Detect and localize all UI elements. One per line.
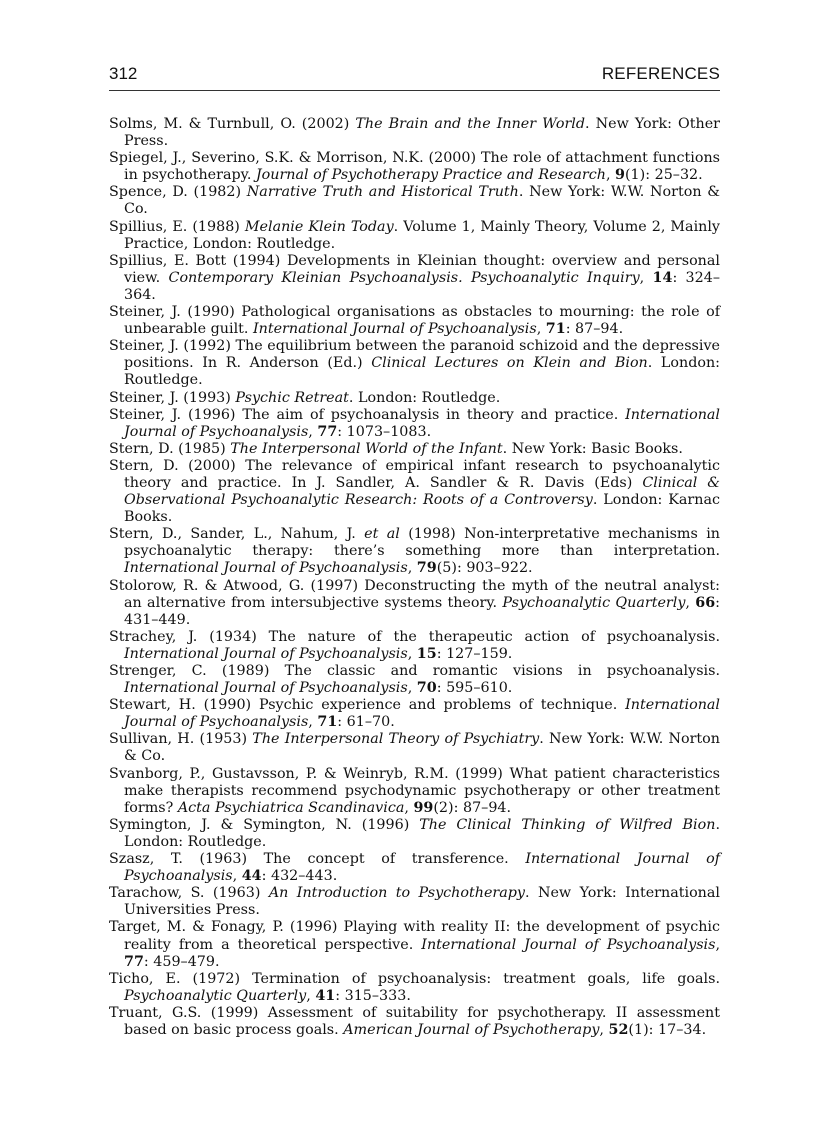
reference-entry	[109, 1005, 720, 1039]
reference-title: Acta Psychiatrica Scandinavica	[177, 799, 405, 816]
reference-volume: 15	[416, 645, 437, 662]
reference-text: (2): 87–94.	[433, 799, 512, 816]
reference-text: . New York: Other Press.	[124, 116, 720, 150]
reference-text: . New York: International Universities Press.	[124, 885, 720, 919]
reference-text: Stern, D. (1985)	[109, 440, 231, 457]
reference-entry	[109, 851, 720, 885]
reference-title: Psychoanalytic Quarterly	[502, 594, 686, 611]
reference-text: . London: Routledge.	[348, 389, 501, 406]
reference-title: The Clinical Thinking of Wilfred Bion	[419, 816, 716, 833]
reference-entry	[109, 253, 720, 304]
reference-text: : 324–364.	[124, 269, 720, 303]
reference-text: Stewart, H. (1990) Psychic experience and problems of technique.	[109, 697, 626, 714]
reference-text: Sullivan, H. (1953)	[109, 731, 253, 748]
reference-text: (1998) Non-interpretative mechanisms in psychoanalytic therapy: there’s something more than interpretation.	[124, 526, 720, 560]
reference-text: : 127–159.	[436, 645, 513, 662]
reference-entry	[109, 629, 720, 663]
page-header	[109, 60, 720, 91]
reference-volume: 77	[317, 423, 338, 440]
reference-text: ,	[407, 560, 417, 577]
reference-entry	[109, 885, 720, 919]
reference-text: ,	[639, 269, 653, 286]
reference-title: International Journal of Psychoanalysis	[124, 645, 408, 662]
reference-text: Svanborg, P., Gustavsson, P. & Weinryb, R.M. (1999) What patient characteristics make therapists recommend psychodynamic psychotherapy or other treatment forms?	[109, 765, 720, 816]
reference-title: An Introduction to Psychotherapy	[268, 885, 525, 902]
reference-entry	[109, 219, 720, 253]
reference-volume: 14	[652, 269, 673, 286]
running-head: REFERENCES	[601, 64, 720, 83]
reference-entry	[109, 663, 720, 697]
reference-text: Solms, M. & Turnbull, O. (2002)	[109, 116, 356, 132]
reference-text: Spillius, E. (1988)	[109, 218, 245, 235]
reference-text: (1): 17–34.	[628, 1021, 707, 1038]
reference-title: International Journal of Psychoanalysis	[421, 936, 716, 953]
reference-title: International Journal of Psychoanalysis	[124, 560, 408, 577]
reference-text: : 595–610.	[436, 680, 513, 697]
reference-title: Clinical Lectures on Klein and Bion	[371, 355, 648, 372]
reference-text: : 61–70.	[337, 714, 395, 731]
reference-text: . New York: W.W. Norton & Co.	[124, 184, 720, 218]
reference-entry	[109, 919, 720, 970]
reference-volume: 77	[124, 953, 144, 970]
reference-text: : 459–479.	[143, 953, 220, 970]
reference-text: Steiner, J. (1993)	[109, 389, 236, 406]
reference-entry	[109, 697, 720, 731]
reference-volume: 99	[413, 799, 434, 816]
reference-text: Steiner, J. (1992) The equilibrium between the paranoid schizoid and the depressive positions. In R. Anderson (Ed.)	[109, 338, 720, 372]
reference-entry	[109, 817, 720, 851]
reference-title: The Interpersonal Theory of Psychiatry	[252, 731, 540, 748]
reference-text: Stolorow, R. & Atwood, G. (1997) Deconstructing the myth of the neutral analyst: an alternative from intersubjective systems theory.	[109, 577, 720, 611]
reference-entry	[109, 526, 720, 577]
reference-title: The Interpersonal World of the Infant	[230, 440, 503, 457]
reference-volume: 66	[695, 594, 716, 611]
reference-text: Ticho, E. (1972) Termination of psychoanalysis: treatment goals, life goals.	[109, 970, 720, 987]
reference-entry	[109, 184, 720, 218]
reference-text: ,	[605, 167, 616, 184]
reference-text: Spence, D. (1982)	[109, 184, 247, 201]
reference-text: ,	[308, 714, 318, 731]
reference-entry	[109, 338, 720, 389]
reference-text: Truant, G.S. (1999) Assessment of suitability for psychotherapy. II assessment based on basic process goals.	[109, 1004, 720, 1038]
reference-entry	[109, 441, 720, 458]
reference-volume: 52	[608, 1021, 629, 1038]
reference-text: Target, M. & Fonagy, P. (1996) Playing with reality II: the development of psychic reality from a theoretical perspective.	[109, 919, 720, 953]
reference-text: : 432–443.	[261, 868, 338, 885]
reference-volume: 79	[416, 560, 437, 577]
reference-entry	[109, 407, 720, 441]
reference-entry	[109, 458, 720, 526]
reference-text: Steiner, J. (1990) Pathological organisations as obstacles to mourning: the role of unbearable guilt.	[109, 304, 720, 338]
reference-title: et al	[364, 526, 400, 543]
reference-text: . Volume 1, Mainly Theory, Volume 2, Mainly Practice, London: Routledge.	[124, 218, 721, 252]
reference-title: Contemporary Kleinian Psychoanalysis. Psychoanalytic Inquiry	[168, 269, 640, 286]
reference-text: . New York: W.W. Norton & Co.	[124, 731, 720, 765]
reference-text: . New York: Basic Books.	[502, 440, 683, 457]
reference-text: : 315–333.	[335, 987, 411, 1004]
reference-title: Melanie Klein Today	[244, 218, 394, 235]
reference-text: : 87–94.	[565, 321, 624, 338]
reference-text: ,	[599, 1021, 609, 1038]
reference-text: ,	[685, 594, 696, 611]
reference-text: Stern, D. (2000) The relevance of empirical infant research to psychoanalytic theory and practice. In J. Sandler, A. Sandler & R. Davis (Eds)	[109, 457, 720, 491]
reference-text: ,	[404, 799, 414, 816]
reference-volume: 71	[545, 321, 566, 338]
reference-title: Clinical & Observational Psychoanalytic Research: Roots of a Controversy	[124, 474, 720, 509]
reference-title: International Journal of Psychoanalysis	[124, 851, 720, 885]
reference-text: . London: Karnac Books.	[124, 492, 720, 526]
reference-list	[109, 116, 720, 1039]
reference-text: Strenger, C. (1989) The classic and romantic visions in psychoanalysis.	[109, 663, 720, 679]
reference-title: Journal of Psychotherapy Practice and Research	[255, 167, 606, 184]
reference-title: The Brain and the Inner World	[355, 116, 586, 132]
reference-text: : 431–449.	[124, 594, 720, 628]
reference-text: ,	[306, 987, 316, 1004]
reference-title: American Journal of Psychotherapy	[343, 1021, 600, 1038]
reference-text: ,	[536, 321, 546, 338]
reference-text: (1): 25–32.	[624, 167, 703, 184]
reference-title: International Journal of Psychoanalysis	[124, 697, 720, 731]
page-number: 312	[109, 64, 138, 83]
reference-entry	[109, 766, 720, 817]
reference-text: (5): 903–922.	[436, 560, 533, 577]
reference-title: International Journal of Psychoanalysis	[124, 406, 720, 440]
reference-entry	[109, 116, 720, 150]
reference-entry	[109, 971, 720, 1005]
reference-text: Spiegel, J., Severino, S.K. & Morrison, N.K. (2000) The role of attachment functions in psychotherapy.	[109, 150, 720, 184]
reference-text: : 1073–1083.	[337, 423, 432, 440]
reference-title: International Journal of Psychoanalysis	[252, 321, 537, 338]
reference-text: Steiner, J. (1996) The aim of psychoanalysis in theory and practice.	[109, 406, 626, 423]
reference-entry	[109, 304, 720, 338]
reference-text: . London: Routledge.	[124, 816, 720, 850]
reference-title: Psychoanalytic Quarterly	[124, 987, 307, 1004]
reference-text: . London: Routledge.	[124, 355, 720, 389]
reference-entry	[109, 390, 720, 407]
reference-text: Szasz, T. (1963) The concept of transference.	[109, 851, 526, 868]
reference-title: International Journal of Psychoanalysis	[124, 680, 408, 697]
reference-text: Tarachow, S. (1963)	[109, 885, 269, 902]
reference-text: Symington, J. & Symington, N. (1996)	[109, 816, 420, 833]
reference-text: ,	[232, 868, 242, 885]
reference-volume: 41	[315, 987, 336, 1004]
reference-text: ,	[407, 645, 417, 662]
reference-entry	[109, 150, 720, 184]
reference-text: ,	[715, 936, 720, 953]
reference-text: ,	[308, 423, 318, 440]
reference-volume: 9	[615, 167, 625, 184]
reference-volume: 44	[241, 868, 262, 885]
reference-title: Narrative Truth and Historical Truth	[246, 184, 519, 201]
reference-title: Psychic Retreat	[235, 389, 349, 406]
reference-text: Strachey, J. (1934) The nature of the therapeutic action of psychoanalysis.	[109, 628, 720, 645]
reference-volume: 70	[416, 680, 437, 697]
reference-text: Spillius, E. Bott (1994) Developments in Kleinian thought: overview and personal view.	[109, 252, 720, 286]
reference-volume: 71	[317, 714, 338, 731]
reference-text: ,	[407, 680, 417, 697]
reference-entry	[109, 731, 720, 765]
reference-entry	[109, 578, 720, 629]
reference-text: Stern, D., Sander, L., Nahum, J.	[109, 526, 365, 543]
